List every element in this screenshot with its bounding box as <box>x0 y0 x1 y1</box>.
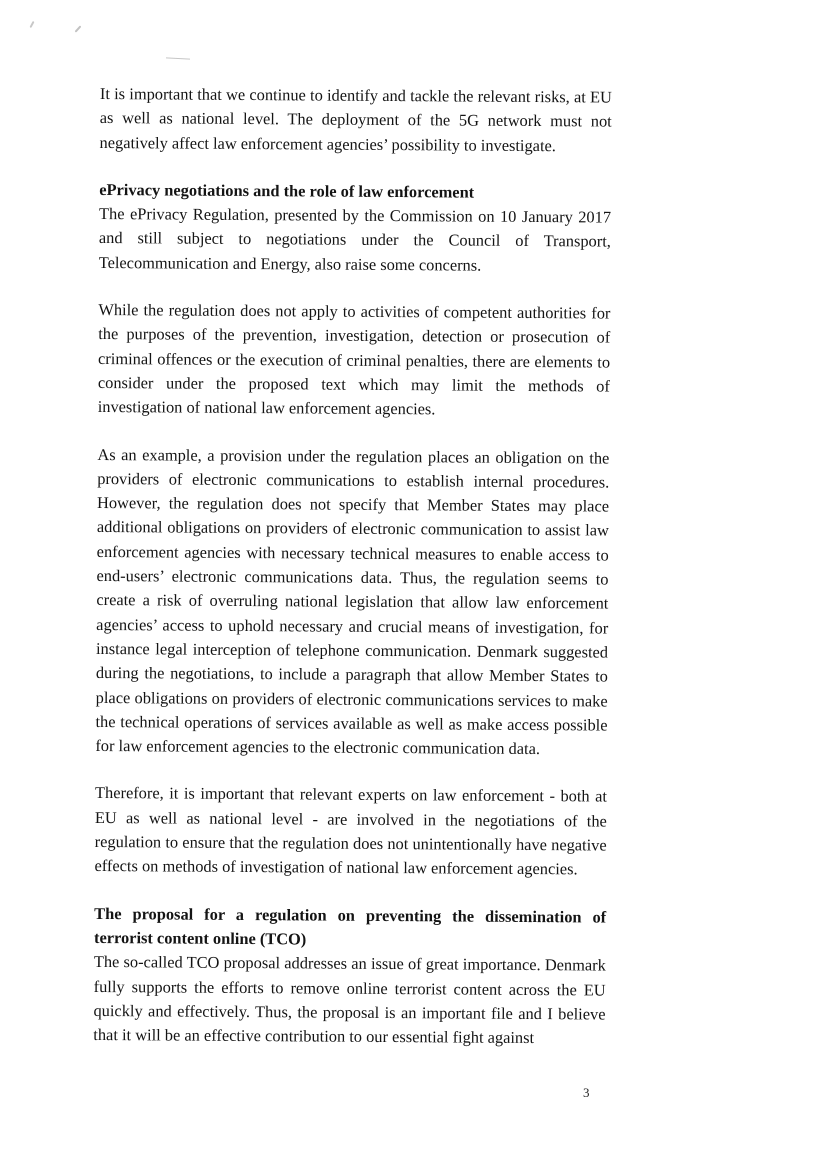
text-block <box>93 82 612 1074</box>
scan-artifact-line <box>166 57 190 59</box>
heading-tco-proposal: The proposal for a regulation on preventing the dissemination of terrorist content online (TCO) <box>93 903 607 949</box>
paragraph-experts-involvement: Therefore, it is important that relevant experts on law enforcement - both at EU as well as national level - are involved in the negotiations of the regulation to ensure that the regulation does not unintentionally have negative effects on methods of investigation of national law enforcement agencies. <box>94 783 608 879</box>
paragraph-risks-5g: It is important that we continue to identify and tackle the relevant risks, at EU as well as national level. The deployment of the 5G network must not negatively affect law enforcement agencies’ possibility to investigate. <box>99 83 612 155</box>
scan-mark-2 <box>75 25 82 32</box>
paragraph-tco-importance: The so-called TCO proposal addresses an issue of great importance. Denmark fully supports the efforts to remove online terrorist content across the EU quickly and effectively. Thus, the proposal is an important file and I believe that it will be an effective contribution to our essential fight against <box>93 952 606 1048</box>
paragraph-eprivacy-regulation: The ePrivacy Regulation, presented by the Commission on 10 January 2017 and still subject to negotiations under the Council of Transport, Telecommunication and Energy, also raise some concerns. <box>98 204 612 275</box>
page-number: 3 <box>583 1085 590 1100</box>
scan-mark-1 <box>29 21 34 28</box>
heading-eprivacy-negotiations: ePrivacy negotiations and the role of law enforcement <box>99 179 475 202</box>
paragraph-example-provision: As an example, a provision under the regulation places an obligation on the providers of electronic communications to establish internal procedures. However, the regulation does not specify that Member States may place additional obligations on providers of electronic communication to assist law enforcement agencies with necessary technical measures to enable access to end-users’ electronic communications data. Thus, the regulation seems to create a risk of overruling national legislation that allow law enforcement agencies’ access to uphold necessary and crucial means of investigation, for instance legal interception of telephone communication. Denmark suggested during the negotiations, to include a paragraph that allow Member States to place obligations on providers of electronic communications services to make the technical operations of services available as well as make access possible for law enforcement agencies to the electronic communication data. <box>95 444 610 759</box>
paragraph-regulation-scope: While the regulation does not apply to activities of competent authorities for the purposes of the prevention, investigation, detection or prosecution of criminal offences or the execution of criminal penalties, there are elements to consider under the proposed text which may limit the methods of investigation of national law enforcement agencies. <box>97 300 611 419</box>
